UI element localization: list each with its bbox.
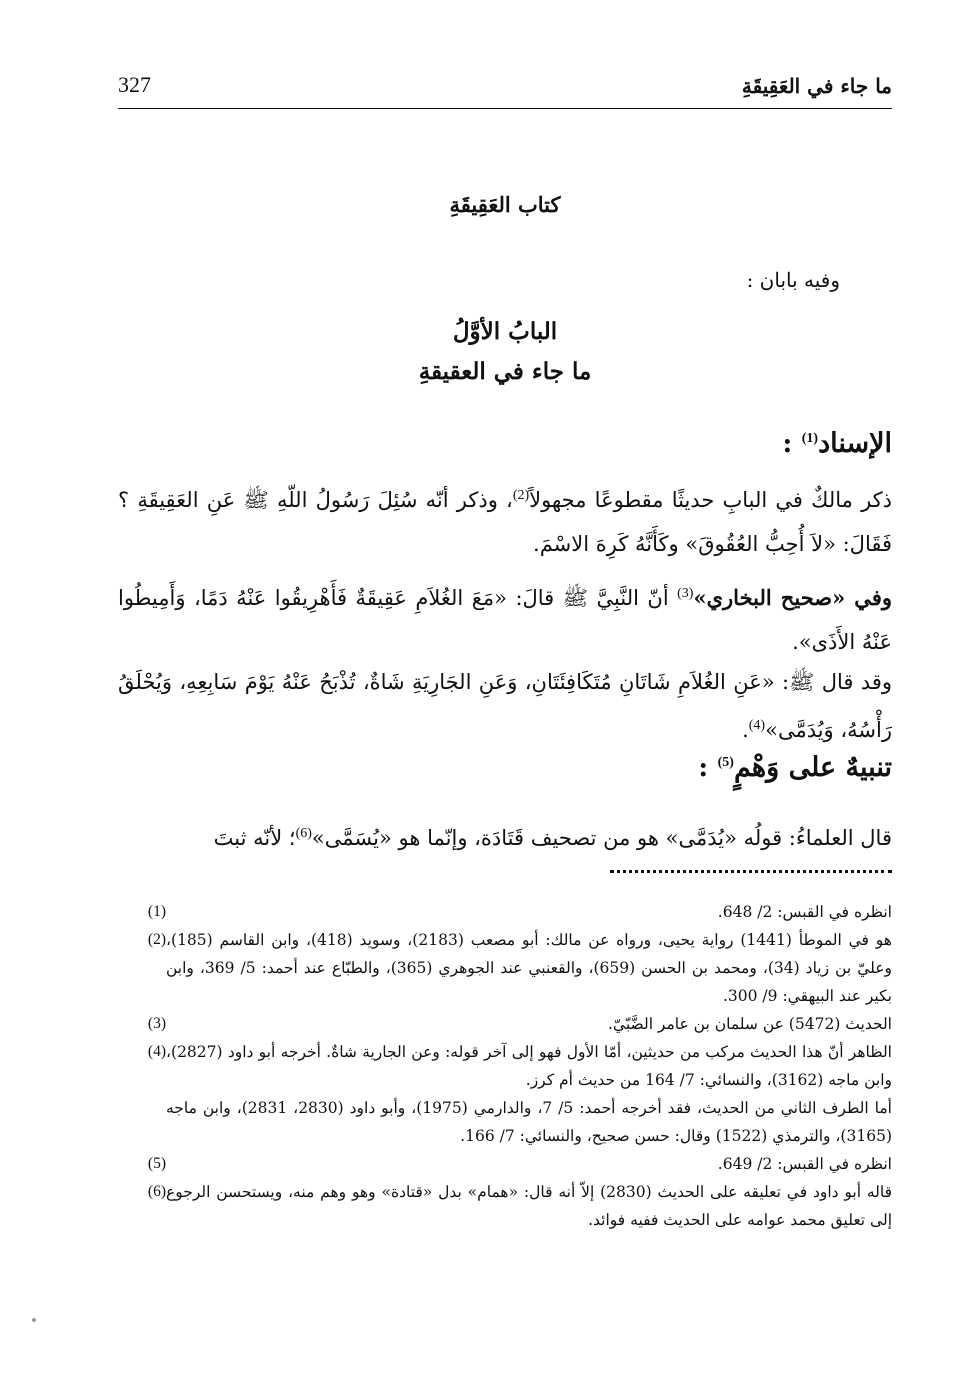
paragraph-ulama bbox=[118, 812, 892, 860]
footnote-text bbox=[166, 898, 892, 926]
footnote-line: انظره في القبس: 2/ 649. bbox=[717, 1155, 892, 1173]
paragraph-text: ؛ لأنّه ثبتَ bbox=[213, 826, 296, 850]
paragraph-text: أنّ النَّبِيَّ ﷺ قالَ: «مَعَ الغُلاَمِ عَقِيقَةٌ فَأَهْرِيقُوا عَنْهُ دَمًا، وَأَمِيطُوا عَنْهُ الأَذَى». bbox=[118, 586, 892, 654]
footnote-text bbox=[166, 1038, 892, 1150]
footnote-ref-4[interactable]: (4) bbox=[748, 718, 766, 733]
page-header bbox=[118, 68, 892, 109]
isnad-colon: : bbox=[782, 428, 793, 459]
paragraph-bukhari bbox=[118, 572, 892, 664]
footnote-text bbox=[166, 1010, 892, 1038]
tanbih-colon: : bbox=[698, 752, 709, 783]
footnote-5 bbox=[118, 1150, 892, 1178]
footnote-ref-6[interactable]: (6) bbox=[295, 826, 312, 841]
footnote-line: أما الطرف الثاني من الحديث، فقد أخرجه أحمد: 5/ 7، والدارمي (1975)، وأبو داود (2830، 2831)، وابن ماجه (3165)، والترمذي (1522) وقال: حسن صحيح، والنسائي: 7/ 166. bbox=[166, 1099, 892, 1145]
paragraph-text: . bbox=[742, 718, 749, 742]
footnote-2 bbox=[118, 926, 892, 1010]
footnote-4 bbox=[118, 1038, 892, 1150]
paragraph-text: قال العلماءُ: قولُه «يُدَمَّى» هو من تصحيف قَتَادَة، وإنّما هو «يُسَمَّى» bbox=[311, 826, 892, 850]
footnote-3 bbox=[118, 1010, 892, 1038]
footnote-number: (1) bbox=[147, 903, 166, 920]
footnote-line: الظاهر أنّ هذا الحديث مركب من حديثين، أمّا الأول فهو إلى آخر قوله: وعن الجارية شاةٌ. أخرجه أبو داود (2827)، وابن ماجه (3162)، والنسائي: 7/ 164 من حديث أم كرز. bbox=[166, 1043, 892, 1089]
intro-text: وفيه بابان : bbox=[746, 268, 840, 292]
tanbih-heading-text: تنبيهٌ على وَهْمٍ bbox=[733, 752, 892, 783]
footnote-1 bbox=[118, 898, 892, 926]
paragraph-text: ذكر مالكٌ في البابِ حديثًا مقطوعًا مجهولاً bbox=[529, 488, 893, 512]
footnote-line: قاله أبو داود في تعليقه على الحديث (2830) إلاّ أنه قال: «همام» بدل «قتادة» وهو وهم منه، ويستحسن الرجوع إلى تعليق محمد عوامه على الحديث ففيه فوائد. bbox=[166, 1183, 893, 1229]
page-number: 327 bbox=[118, 72, 151, 97]
footnote-ref-2[interactable]: (2) bbox=[512, 488, 530, 503]
footnote-line: الحديث (5472) عن سلمان بن عامر الضَّبّيّ. bbox=[608, 1015, 892, 1033]
isnad-heading-text: الإسناد bbox=[818, 428, 892, 459]
footnote-line: انظره في القبس: 2/ 648. bbox=[717, 903, 892, 921]
footnote-line: هو في الموطأ (1441) رواية يحيى، ورواه عن مالك: أبو مصعب (2183)، وسويد (418)، وابن القاسم (185)، وعليّ بن زياد (34)، ومحمد بن الحسن (659)، والقعنبي عند الجوهري (365)، والطبّاع عند أحمد: 5/ 369، وابن بكير عند البيهقي: 9/ 300. bbox=[166, 931, 893, 1005]
running-title: ما جاء في العَقِيقَةِ bbox=[741, 74, 892, 98]
footnote-number: (4) bbox=[147, 1043, 166, 1060]
chapter-number: البابُ الأوَّلُ bbox=[452, 318, 558, 345]
chapter-title: ما جاء في العقيقةِ bbox=[418, 358, 592, 385]
footnote-text bbox=[166, 926, 892, 1010]
footnote-ref-5[interactable]: (5) bbox=[717, 755, 734, 770]
footnote-ref-3[interactable]: (3) bbox=[677, 586, 694, 601]
tanbih-heading bbox=[698, 752, 892, 783]
book-title: كتاب العَقِيقَةِ bbox=[449, 192, 561, 217]
footnote-number: (6) bbox=[147, 1183, 166, 1200]
footnote-number: (3) bbox=[147, 1015, 166, 1032]
paragraph-malik bbox=[118, 474, 892, 566]
footnote-text bbox=[166, 1150, 892, 1178]
paragraph-text: ، وذكر أنّه سُئِلَ رَسُولُ اللّهِ ﷺ عَنِ العَقِيقَةِ ؟ فَقَالَ: «لاَ أُحِبُّ العُقُوقَ» وكَأَنَّهُ كَرِهَ الاسْمَ. bbox=[118, 488, 892, 556]
footnote-number: (2) bbox=[147, 931, 166, 948]
footnotes bbox=[118, 898, 892, 1234]
footnote-number: (5) bbox=[147, 1155, 166, 1172]
footnote-ref-1[interactable]: (1) bbox=[801, 431, 819, 446]
isnad-heading bbox=[782, 428, 892, 459]
footnote-divider bbox=[610, 870, 892, 873]
footnote-6 bbox=[118, 1178, 892, 1234]
paragraph-lead: وفي «صحيح البخاري» bbox=[693, 585, 892, 610]
footnote-text bbox=[166, 1178, 892, 1234]
paragraph-text: وقد قال ﷺ: «عَنِ الغُلاَمِ شَاتَانِ مُتَكَافِئَتَانِ، وَعَنِ الجَارِيَةِ شَاةٌ، تُذْبَحُ عَنْهُ يَوْمَ سَابِعِهِ، وَيُحْلَقُ رَأْسُهُ، وَيُدَمَّى» bbox=[118, 670, 892, 742]
scan-speck bbox=[32, 1318, 36, 1322]
paragraph-hadith bbox=[118, 660, 892, 752]
